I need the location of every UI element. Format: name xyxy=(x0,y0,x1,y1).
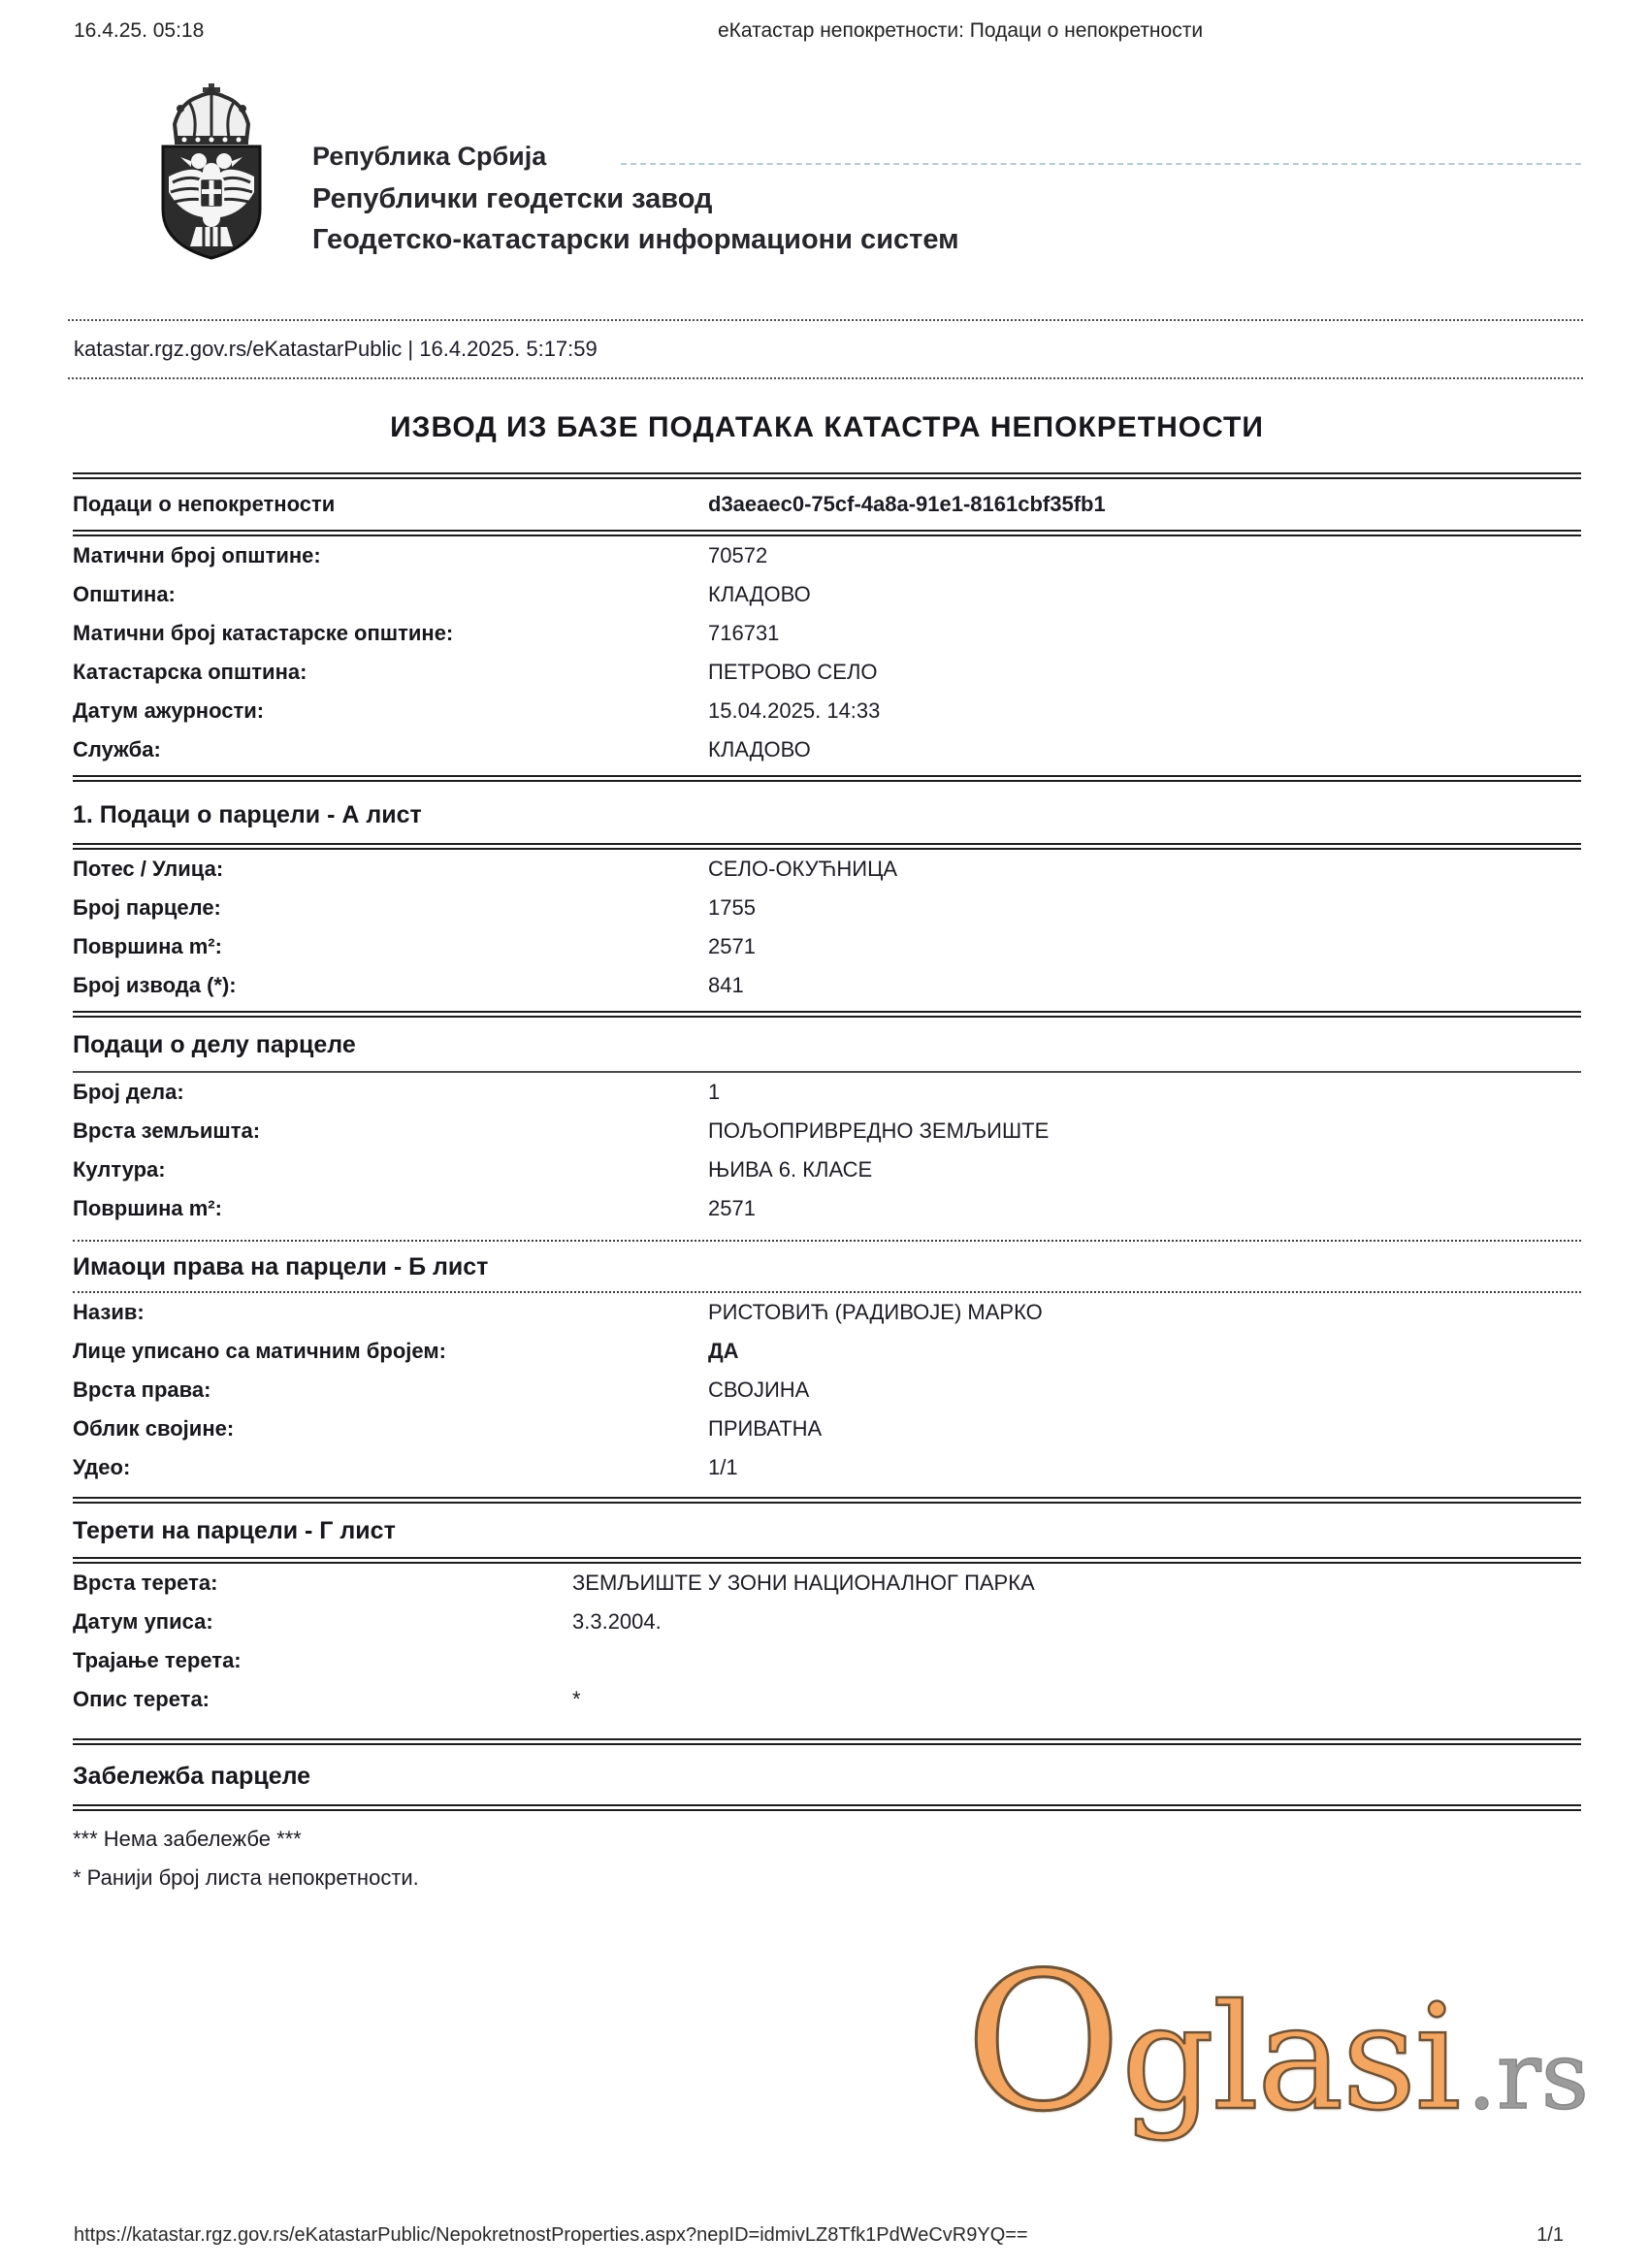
field-label: Облик својине: xyxy=(73,1416,235,1441)
field-row xyxy=(73,692,1581,730)
field-row xyxy=(73,575,1581,614)
field-row xyxy=(73,653,1581,692)
field-row xyxy=(73,1293,1581,1332)
field-row xyxy=(73,1680,1581,1719)
field-row xyxy=(73,1371,1581,1409)
field-label: Број дела: xyxy=(73,1080,184,1104)
field-row xyxy=(73,1409,1581,1448)
field-row xyxy=(73,1189,1581,1228)
field-label: Површина m²: xyxy=(73,1196,222,1220)
separator-line-top xyxy=(68,319,1583,321)
field-value: 3.3.2004. xyxy=(572,1609,662,1634)
field-value: 2571 xyxy=(708,1196,756,1220)
field-value: 1/1 xyxy=(708,1455,738,1479)
field-label: Назив: xyxy=(73,1300,145,1324)
field-row xyxy=(73,730,1581,769)
field-label: Општина: xyxy=(73,582,176,606)
section-title-b-list: Имаоци права на парцели - Б лист xyxy=(73,1253,489,1280)
field-value: ПРИВАТНА xyxy=(708,1416,823,1441)
field-label: Катастарска општина: xyxy=(73,660,307,684)
field-row xyxy=(73,966,1581,1005)
letterhead-system: Геодетско-катастарски информациони систем xyxy=(312,224,959,255)
field-value: 716731 xyxy=(708,621,780,645)
field-value: 2571 xyxy=(708,934,756,958)
field-value: РИСТОВИЋ (РАДИВОЈЕ) МАРКО xyxy=(708,1300,1043,1324)
field-value: * xyxy=(572,1687,581,1711)
field-label: Потес / Улица: xyxy=(73,857,224,881)
field-label: Лице уписано са матичним бројем: xyxy=(73,1339,446,1363)
oglasi-watermark xyxy=(965,1932,1589,2154)
field-row xyxy=(73,1641,1581,1680)
watermark-tld: .rs xyxy=(1467,2022,1589,2130)
section-divider xyxy=(73,843,1581,850)
letterhead-dashed-line xyxy=(621,163,1581,165)
field-value: 15.04.2025. 14:33 xyxy=(708,698,881,723)
field-label: Подаци о непокретности xyxy=(73,492,336,516)
section-divider xyxy=(73,472,1581,479)
field-label: Удео: xyxy=(73,1455,131,1479)
field-label: Култура: xyxy=(73,1157,166,1182)
field-row xyxy=(73,889,1581,927)
field-value: ДА xyxy=(708,1339,739,1363)
field-row xyxy=(73,1603,1581,1641)
field-label: Матични број катастарске општине: xyxy=(73,621,454,645)
field-value: ПОЉОПРИВРЕДНО ЗЕМЉИШТЕ xyxy=(708,1118,1050,1143)
field-row xyxy=(73,850,1581,889)
field-label: Датум уписа: xyxy=(73,1609,213,1634)
field-value: СЕЛО-ОКУЋНИЦА xyxy=(708,857,898,881)
section-divider xyxy=(73,775,1581,782)
field-label: Врста права: xyxy=(73,1377,211,1402)
section-divider xyxy=(73,1557,1581,1564)
print-footer-page-number: 1/1 xyxy=(1536,2224,1564,2246)
document-title: ИЗВОД ИЗ БАЗЕ ПОДАТАКА КАТАСТРА НЕПОКРЕТНОСТИ xyxy=(390,411,1264,443)
field-label: Опис терета: xyxy=(73,1687,210,1711)
field-row xyxy=(73,614,1581,653)
serbia-coat-of-arms-logo xyxy=(155,81,268,262)
section-divider xyxy=(73,1011,1581,1018)
field-label: Број парцеле: xyxy=(73,895,221,920)
field-label: Служба: xyxy=(73,737,161,761)
separator-line-bottom xyxy=(68,377,1583,379)
field-row xyxy=(73,1073,1581,1112)
print-footer-url: https://katastar.rgz.gov.rs/eKatastarPublic/NepokretnostProperties.aspx?nepID=idmivLZ8Tfk1PdWeCvR9YQ== xyxy=(74,2224,1028,2246)
section-title-a-list: 1. Подаци о парцели - А лист xyxy=(73,801,422,828)
no-note-text: *** Нема забележбе *** xyxy=(73,1827,302,1851)
field-label: Датум ажурности: xyxy=(73,698,265,723)
letterhead-institution: Републички геодетски завод xyxy=(312,183,713,214)
letterhead-country: Република Србија xyxy=(312,142,547,171)
field-row xyxy=(73,1564,1581,1603)
watermark-initial: O xyxy=(965,1932,1121,2154)
field-row xyxy=(73,1150,1581,1189)
source-url-line: katastar.rgz.gov.rs/eKatastarPublic | 16.4.2025. 5:17:59 xyxy=(74,337,598,361)
field-value: 1755 xyxy=(708,895,756,920)
field-label: Површина m²: xyxy=(73,934,222,958)
field-label: Трајање терета: xyxy=(73,1648,242,1672)
section-divider xyxy=(73,1497,1581,1504)
field-value: ПЕТРОВО СЕЛО xyxy=(708,660,878,684)
cadastre-data-table xyxy=(73,472,1581,1891)
watermark-brand: glasi xyxy=(1120,1974,1460,2143)
field-label: Матични број општине: xyxy=(73,543,321,567)
field-value: СВОЈИНА xyxy=(708,1377,810,1402)
section-divider xyxy=(73,1804,1581,1811)
print-page-title: еКатастар непокретности: Подаци о непокретности xyxy=(717,19,1204,42)
section-title-g-list: Терети на парцели - Г лист xyxy=(73,1517,396,1544)
field-value: 841 xyxy=(708,973,744,997)
field-value: ЊИВА 6. КЛАСЕ xyxy=(708,1157,873,1182)
section-divider xyxy=(73,1738,1581,1745)
field-value: КЛАДОВО xyxy=(708,737,811,761)
field-row xyxy=(73,536,1581,575)
field-label: Број извода (*): xyxy=(73,973,237,997)
field-row xyxy=(73,1448,1581,1487)
section-title-parcel-note: Забележба парцеле xyxy=(73,1763,311,1790)
property-header-row xyxy=(73,479,1581,530)
footnote-legend: * Ранији број листа непокретности. xyxy=(73,1865,419,1890)
section-divider xyxy=(73,530,1581,536)
field-row xyxy=(73,1332,1581,1371)
field-row xyxy=(73,1112,1581,1150)
print-datetime: 16.4.25. 05:18 xyxy=(74,19,205,42)
field-value: 1 xyxy=(708,1080,721,1104)
section-title-parcel-part: Подаци о делу парцеле xyxy=(73,1031,356,1058)
property-guid: d3aeaec0-75cf-4a8a-91e1-8161cbf35fb1 xyxy=(708,492,1106,516)
field-row xyxy=(73,927,1581,966)
field-value: 70572 xyxy=(708,543,768,567)
field-label: Врста земљишта: xyxy=(73,1118,261,1143)
field-value: КЛАДОВО xyxy=(708,582,811,606)
field-value: ЗЕМЉИШТЕ У ЗОНИ НАЦИОНАЛНОГ ПАРКА xyxy=(572,1571,1035,1595)
field-label: Врста терета: xyxy=(73,1571,218,1595)
